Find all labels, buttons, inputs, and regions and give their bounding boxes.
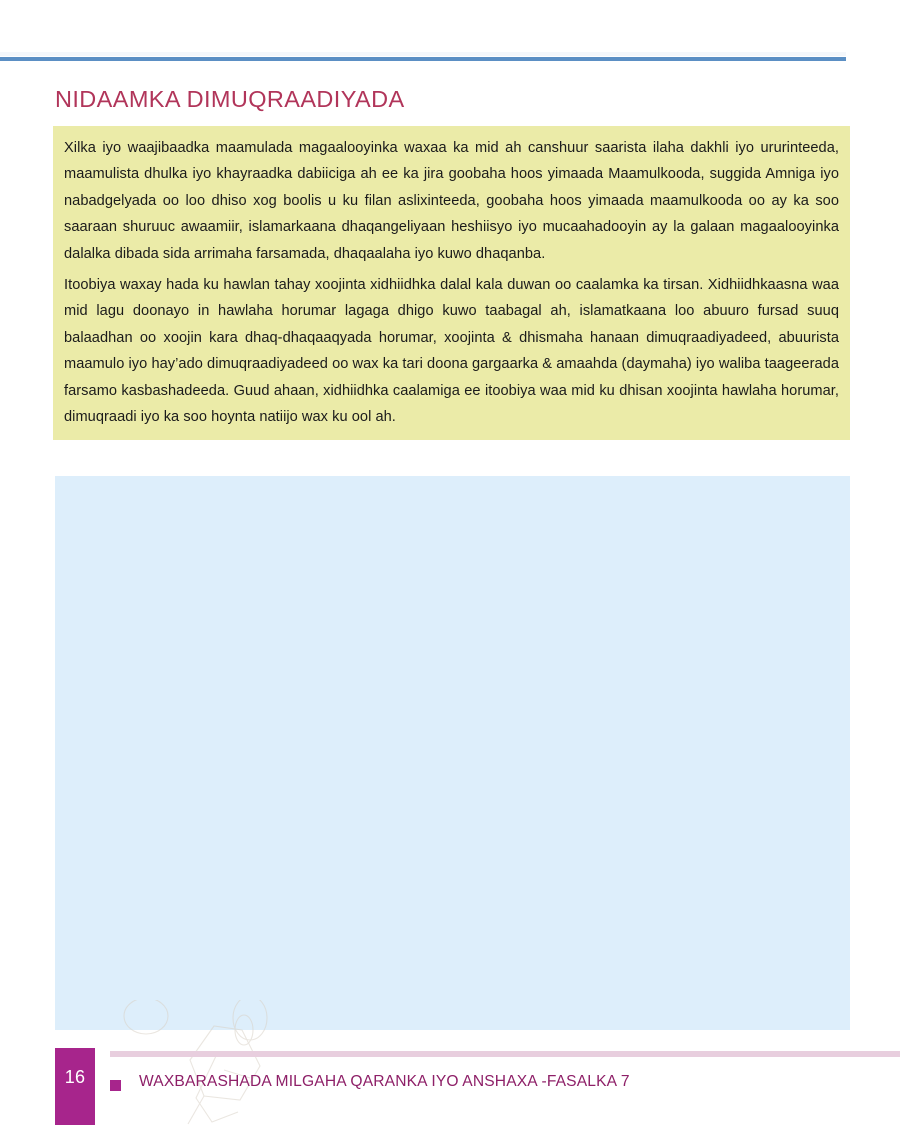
footer-title: WAXBARASHADA MILGAHA QARANKA IYO ANSHAXA -FASALKA 7 (139, 1073, 630, 1090)
footer-bullet-icon (110, 1080, 121, 1091)
page-number-badge (55, 1048, 95, 1125)
content-placeholder-box (55, 476, 850, 1030)
highlighted-text-block (53, 126, 850, 440)
header-rule (0, 57, 846, 61)
page-footer (0, 1045, 900, 1125)
page-title: NIDAAMKA DIMUQRAADIYADA (55, 85, 405, 112)
body-paragraph-2: Itoobiya waxay hada ku hawlan tahay xoojinta xidhiidhka dalal kala duwan oo caalamka ka tirsan. Xidhiidhkaasna waa mid lagu doonayo in hawlaha horumar lagaga dhigo kuwo taabagal ah, islamatkaana loo abuuro fursad suuq balaadhan oo xoojin kara dhaq-dhaqaaqyada horumar, xoojinta & dhismaha hanaan dimuqraadiyadeed, abuurista maamulo iyo hay’ado dimuqraadiyadeed oo wax ka tari doona gargaarka & amaahda (daymaha) iyo waliba taageerada farsamo kasbashadeeda. Guud ahaan, xidhiidhka caalamiga ee itoobiya waa mid ku dhisan xoojinta hawlaha horumar, dimuqraadi iyo ka soo hoynta natiijo wax ku ool ah. (64, 277, 839, 426)
header-rule-highlight (0, 52, 846, 56)
page-number: 16 (64, 1067, 86, 1087)
footer-divider (110, 1051, 900, 1057)
body-paragraph-1: Xilka iyo waajibaadka maamulada magaalooyinka waxaa ka mid ah canshuur saarista ilaha dakhli iyo ururinteeda, maamulista dhulka iyo khayraadka dabiiciga ah ee ka jira goobaha hoos yimaada Maamulkooda, suggida Amniga iyo nabadgelyada oo loo dhiso xog boolis u ku filan aslixinteeda, goobaha hoos yimaada maamulkooda oo ay ka soo saaraan shuruuc awaamiir, islamarkaana dhaqangeliyaan heshiisyo iyo mucaahadooyin ay la galaan magaalooyinka dalalka dibada sida arrimaha farsamada, dhaqaalaha iyo kuwo dhaqanba. (64, 140, 839, 262)
header-rule-container (0, 52, 846, 62)
